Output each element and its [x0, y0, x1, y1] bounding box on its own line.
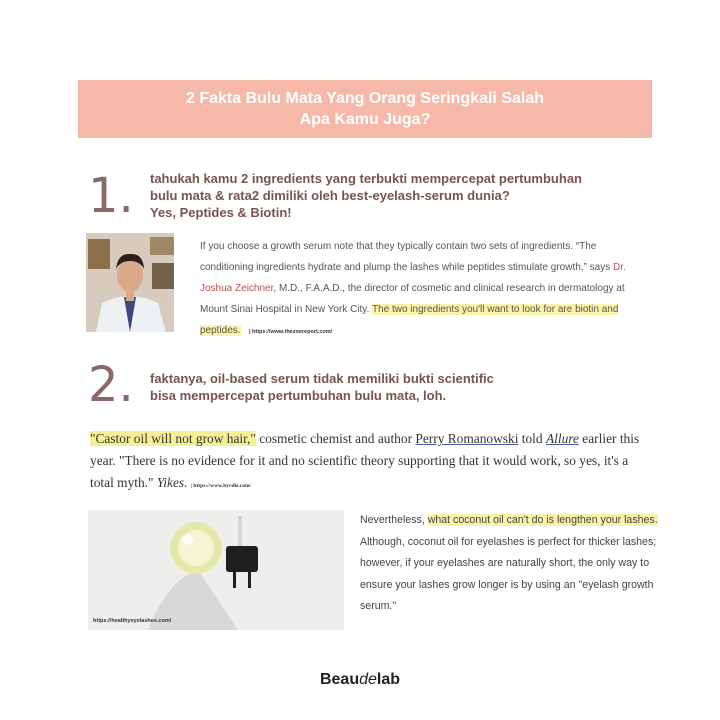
fact-2-heading [150, 370, 494, 404]
fact-2-text: told [518, 431, 546, 446]
fact-1-number [88, 168, 134, 224]
coconut-highlight: what coconut oil can't do is lengthen your lashes. [427, 514, 658, 526]
fact-2-quote-paragraph [90, 428, 650, 497]
coconut-text: Although, coconut oil for eyelashes is perfect for thicker lashes; however, if your eyelashes are naturally short, the only way to ensure your lashes grow longer is by using an "eyelash growth serum." [360, 535, 657, 612]
author-link[interactable]: Perry Romanowski [415, 431, 519, 446]
oil-dropper-photo [88, 510, 344, 630]
fact-1-dot: . [118, 168, 134, 224]
fact-2-digit: 2 [88, 357, 119, 413]
fact-1-digit: 1 [88, 168, 119, 224]
fact-1-heading-line: Yes, Peptides & Biotin! [150, 205, 292, 220]
fact-1-source: | https://www.thezoereport.com/ [248, 329, 333, 335]
fact-1-highlight: The two ingredients you'll want to look for are biotin and peptides. [200, 304, 619, 336]
fact-1-heading [150, 170, 582, 221]
brand-part: Beau [319, 671, 360, 688]
fact-2-text: earlier this year. "There is no evidence for it and no scientific theory supporting that it would work, so yes, it's a total myth." [90, 431, 640, 490]
fact-2-heading-line: bisa mempercepat pertumbuhan bulu mata, loh. [150, 388, 447, 403]
castor-oil-quote: "Castor oil will not grow hair," [90, 431, 256, 446]
magazine-link[interactable]: Allure [545, 431, 579, 446]
title-line-1: 2 Fakta Bulu Mata Yang Orang Seringkali Salah [185, 90, 545, 107]
fact-1-heading-line: bulu mata & rata2 dimiliki oleh best-eyelash-serum dunia? [150, 188, 510, 203]
fact-1-heading-line: tahukah kamu 2 ingredients yang terbukti mempercepat pertumbuhan [150, 171, 582, 186]
fact-2-dot: . [118, 357, 134, 413]
doctor-name-link[interactable]: Dr. Joshua Zeichner [200, 262, 626, 294]
title-line-2: Apa Kamu Juga? [299, 111, 431, 128]
brand-part: de [359, 671, 377, 688]
title-banner [78, 80, 652, 138]
coconut-text: Nevertheless, [360, 514, 428, 526]
fact-2-number [88, 357, 134, 413]
brand-logo [0, 671, 720, 689]
coconut-oil-paragraph [360, 510, 660, 618]
fact-2-heading-line: faktanya, oil-based serum tidak memiliki bukti scientific [150, 371, 494, 386]
fact-1-paragraph [200, 236, 630, 343]
fact-1-text: , M.D., F.A.A.D., the director of cosmetic and clinical research in dermatology at Mount Sinai Hospital in New York City. [200, 283, 625, 315]
brand-part: lab [376, 671, 401, 688]
fact-2-yikes: Yikes. [156, 475, 188, 490]
fact-2-source: | https://www.byrdie.com/ [190, 483, 252, 489]
doctor-portrait-photo [86, 233, 174, 332]
fact-2-text: cosmetic chemist and author [255, 431, 416, 446]
fact-1-text: If you choose a growth serum note that they typically contain two sets of ingredients. “The conditioning ingredients hydrate and plump the lashes while peptides stimulate growth,” says [200, 241, 614, 273]
photo-caption: https://healthyeyelashes.com/ [93, 618, 172, 624]
